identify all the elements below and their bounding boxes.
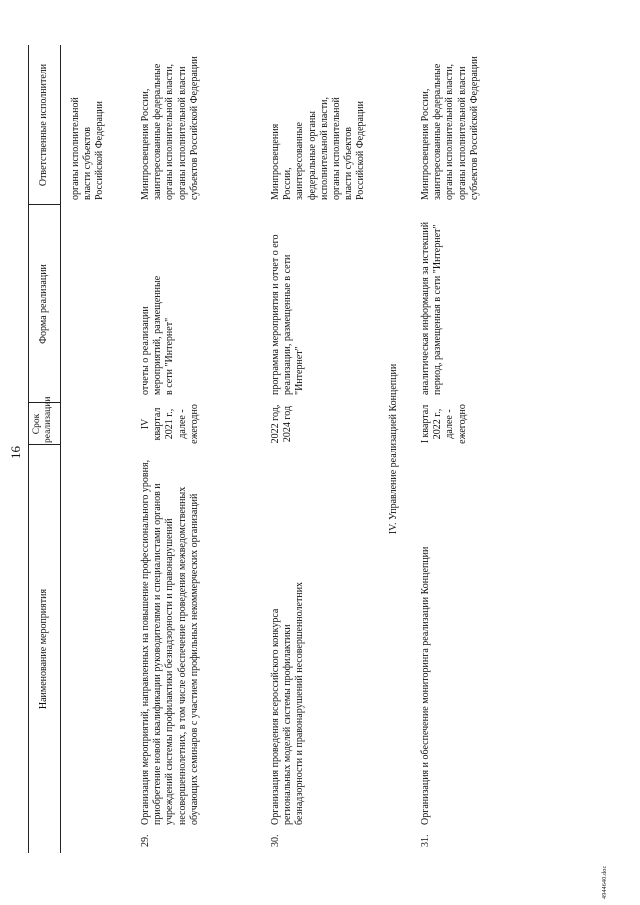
- row-form: программа мероприятия и отчет о его реализации, размещенные в сети "Интернет": [270, 234, 306, 395]
- section-title: IV. Управление реализацией Концепции: [388, 363, 399, 535]
- row-number: 29.: [140, 834, 151, 847]
- header-form: Форма реализации: [38, 264, 49, 344]
- row-term: 2022 год, 2024 год: [270, 404, 294, 444]
- row-form: аналитическая информация за истекший период, размещенная в сети "Интернет": [420, 221, 444, 395]
- row-name: Организация проведения всероссийского конкурса региональных моделей системы профилактики безнадзорности и правонарушений несовершеннолетних: [270, 581, 306, 825]
- row-term: I квартал 2022 г., далее - ежегодно: [420, 404, 468, 444]
- row-number: 30.: [270, 834, 281, 847]
- table-top-border: [28, 45, 29, 853]
- header-name: Наименование мероприятия: [38, 588, 49, 710]
- row-executors: Минпросвещения России, заинтересованные федеральные органы исполнительной власти, органы исполнительной власти субъектов Российской Федерации: [270, 97, 367, 200]
- page-number: 16: [8, 446, 23, 459]
- continued-executors: органы исполнительной власти субъектов Российской Федерации: [70, 97, 106, 200]
- row-form: отчеты о реализации мероприятий, размещенные в сети "Интернет": [140, 275, 176, 395]
- document-id: 4944640.doc: [602, 865, 608, 899]
- row-executors: Минпросвещения России, заинтересованные федеральные органы исполнительной власти, органы исполнительной власти субъектов Российской Федерации: [420, 56, 480, 200]
- row-name: Организация мероприятий, направленных на повышение профессионального уровня, приобретение новой квалификации руководителями и специалистами органов и учреждений системы профилактики безнадзорности и правонарушений несовершеннолетних, в том числе обеспечение проведения межведомственных обучающих семинаров с участием профильных некоммерческих организаций: [140, 459, 200, 825]
- header-bottom-border: [60, 45, 61, 853]
- row-executors: Минпросвещения России, заинтересованные федеральные органы исполнительной власти, органы исполнительной власти субъектов Российской Федерации: [140, 56, 200, 200]
- header-term: Срок реализации: [32, 396, 53, 443]
- row-name: Организация и обеспечение мониторинга реализации Концепции: [420, 546, 431, 825]
- header-executors: Ответственные исполнители: [38, 63, 49, 187]
- row-term: IV квартал 2021 г., далее - ежегодно: [140, 404, 200, 444]
- row-number: 31.: [420, 834, 431, 847]
